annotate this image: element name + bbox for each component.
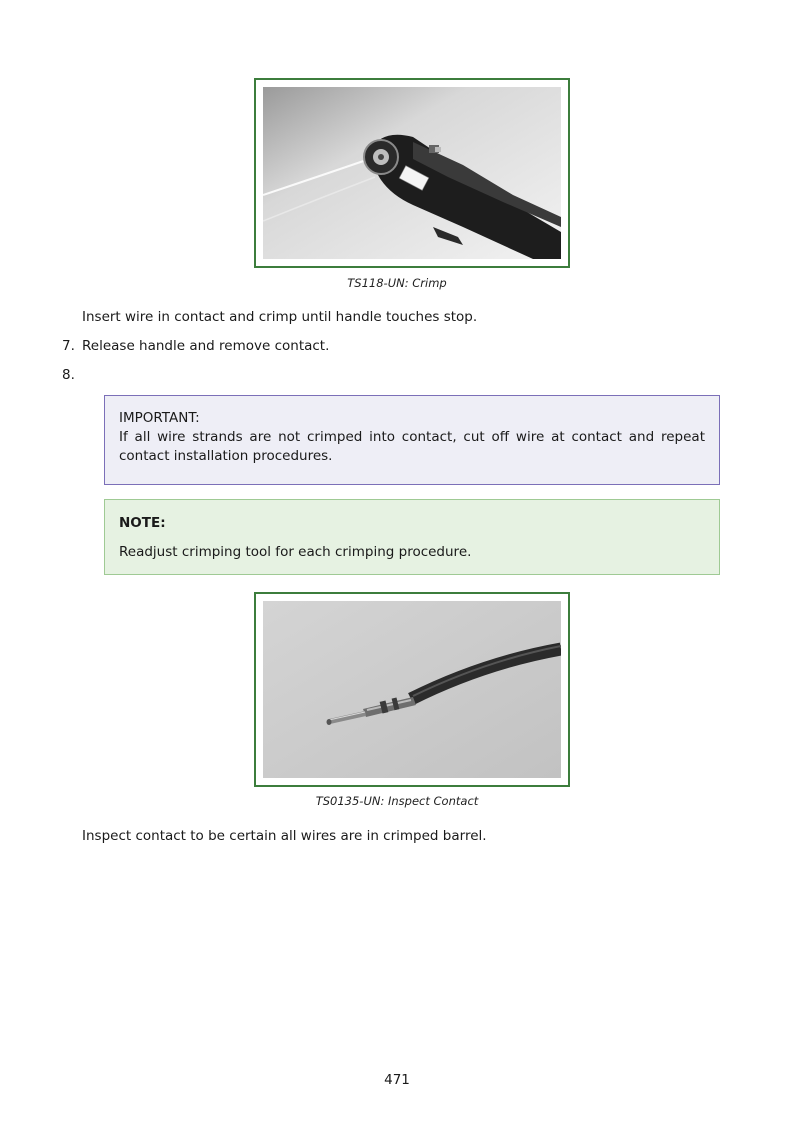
crimping-tool-photo: [263, 87, 561, 259]
step-text-crimp: Insert wire in contact and crimp until handle touches stop.: [82, 309, 478, 325]
figure-caption-crimp: TS118-UN: Crimp: [347, 276, 447, 290]
crimped-contact-illustration: [263, 601, 561, 778]
step-text-7: Release handle and remove contact.: [82, 338, 330, 354]
step-number-7: 7.: [62, 338, 75, 354]
note-text: Readjust crimping tool for each crimping procedure.: [119, 544, 472, 560]
crimped-contact-photo: [263, 601, 561, 778]
important-text: If all wire strands are not crimped into contact, cut off wire at contact and repeat contact installation procedures.: [119, 429, 705, 464]
note-box: [104, 499, 720, 575]
note-label: NOTE:: [119, 515, 166, 531]
step-text-inspect: Inspect contact to be certain all wires are in crimped barrel.: [82, 828, 487, 844]
figure-crimp: [254, 78, 570, 268]
important-label: IMPORTANT:: [119, 410, 200, 426]
step-number-8: 8.: [62, 367, 75, 383]
figure-inspect-contact: [254, 592, 570, 787]
crimping-tool-illustration: [263, 87, 561, 259]
important-box: [104, 395, 720, 485]
page-number: 471: [384, 1072, 410, 1088]
figure-caption-inspect-contact: TS0135-UN: Inspect Contact: [315, 794, 479, 808]
